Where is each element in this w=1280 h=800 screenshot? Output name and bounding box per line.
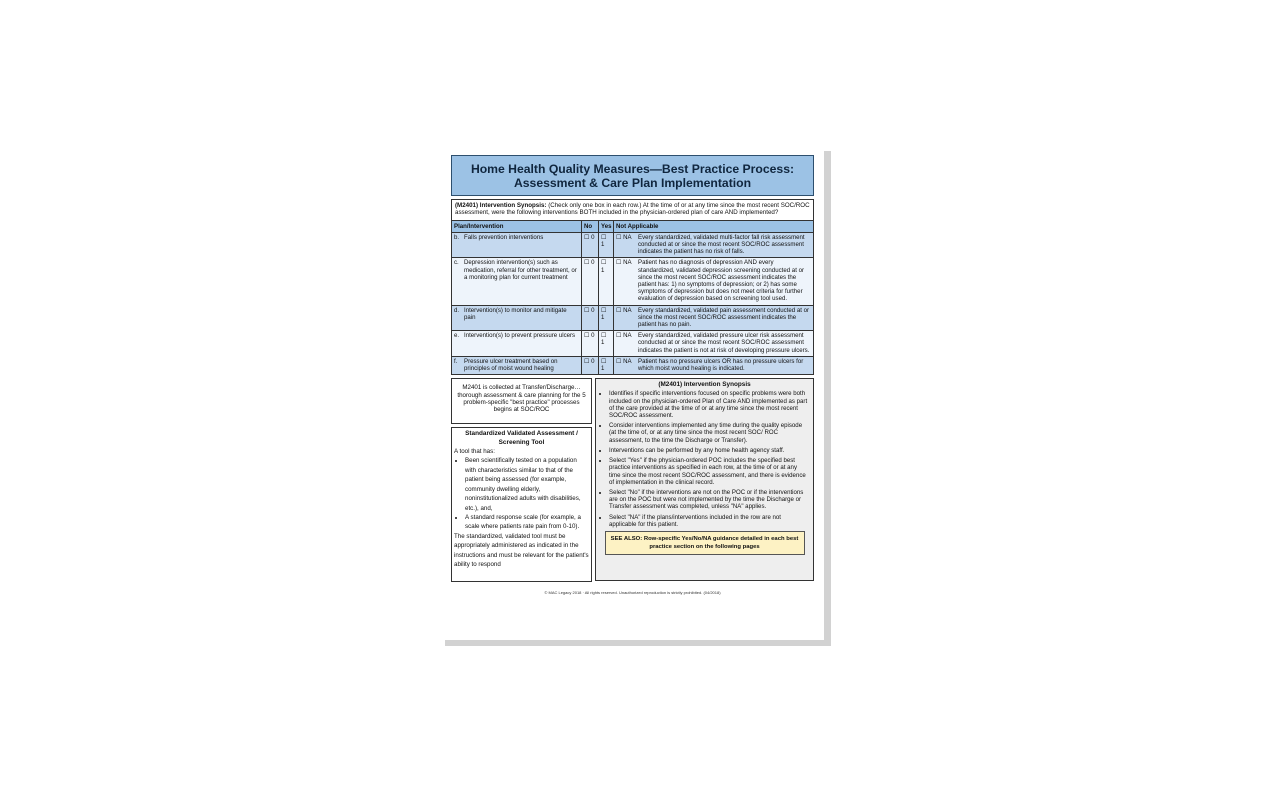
row-letter: c. — [454, 259, 459, 267]
header-plan: Plan/Intervention — [452, 220, 582, 232]
plan-cell — [452, 258, 582, 305]
table-row — [452, 258, 814, 305]
table-row — [452, 356, 814, 374]
tool-intro: A tool that has: — [454, 448, 495, 456]
no-checkbox[interactable]: ☐ 0 — [582, 356, 599, 374]
na-checkbox[interactable]: ☐ NA — [616, 306, 632, 314]
synopsis-bullet: • Consider interventions implemented any time during the quality episode (at the time of, or at any time since the most recent SOC/ ROC assessment, to the time the Discharge or Transfer). — [609, 422, 810, 444]
title-line-1: Home Health Quality Measures—Best Practice Process: — [470, 161, 795, 176]
na-checkbox[interactable]: ☐ NA — [616, 332, 632, 340]
synopsis-bullet: • Select "NA" if the plans/interventions included in the row are not applicable for this patient. — [609, 514, 810, 528]
na-checkbox[interactable]: ☐ NA — [616, 259, 632, 267]
synopsis-bullets — [599, 390, 810, 527]
no-checkbox[interactable]: ☐ 0 — [582, 305, 599, 331]
row-letter: d. — [454, 306, 460, 314]
no-checkbox[interactable]: ☐ 0 — [582, 258, 599, 305]
table-row — [452, 305, 814, 331]
na-checkbox[interactable]: ☐ NA — [616, 233, 632, 241]
synopsis-bullet: • Interventions can be performed by any home health agency staff. — [609, 447, 810, 454]
na-cell — [614, 258, 814, 305]
yes-checkbox[interactable]: ☐ 1 — [599, 356, 614, 374]
header-na: Not Applicable — [614, 220, 814, 232]
see-also-note: SEE ALSO: Row-specific Yes/No/NA guidance detailed in each best practice section on the following pages — [605, 531, 805, 555]
synopsis-text: (Check only one box in each row.) At the time of or at any time since the most recent SOC/ROC assessment, were the following interventions BOTH included in the physician-ordered plan of care AND implemented? — [455, 202, 810, 217]
plan-cell — [452, 232, 582, 258]
plan-cell — [452, 356, 582, 374]
yes-checkbox[interactable]: ☐ 1 — [599, 258, 614, 305]
screening-tool-box — [451, 427, 592, 582]
synopsis-instructions — [451, 199, 814, 220]
na-cell — [614, 305, 814, 331]
plan-text: Depression intervention(s) such as medication, referral for other treatment, or a monitoring plan for current treatment — [464, 259, 577, 281]
plan-text: Falls prevention interventions — [464, 233, 544, 241]
no-checkbox[interactable]: ☐ 0 — [582, 232, 599, 258]
tool-heading: Standardized Validated Assessment / Screening Tool — [465, 430, 578, 446]
intervention-synopsis-box — [595, 378, 814, 581]
na-description: Every standardized, validated pain assessment conducted at or since the most recent SOC/ROC assessment indicates the patient has no pain. — [638, 306, 810, 329]
tool-bullets — [454, 456, 589, 531]
left-column — [451, 378, 592, 582]
header-no: No — [582, 220, 599, 232]
tool-closing: The standardized, validated tool must be appropriately administered as indicated in the instructions and must be relevant for the patient's ability to respond — [454, 532, 589, 568]
collected-note: M2401 is collected at Transfer/Discharge… thorough assessment & care planning for the 5 problem-specific "best practice" processes begins at SOC/ROC — [451, 378, 592, 424]
synopsis-bullet: • Identifies if specific interventions focused on specific problems were both included on the physician-ordered Plan of Care AND implemented as part of the care provided at the time of or at any time since the most recent SOC/ROC assessment. — [609, 390, 810, 419]
synopsis-label: (M2401) Intervention Synopsis: — [455, 202, 547, 209]
title-line-2: Assessment & Care Plan Implementation — [513, 175, 752, 190]
na-description: Every standardized, validated pressure ulcer risk assessment conducted at or since the most recent SOC/ROC assessment indicates the patient is not at risk of developing pressure ulcers. — [638, 332, 810, 354]
plan-text: Intervention(s) to monitor and mitigate pain — [464, 306, 567, 321]
intervention-table — [451, 220, 814, 375]
row-letter: f. — [454, 357, 458, 365]
na-description: Every standardized, validated multi-factor fall risk assessment conducted at or since the most recent SOC/ROC assessment indicates the patient has no risk of falls. — [638, 233, 805, 256]
yes-checkbox[interactable]: ☐ 1 — [599, 331, 614, 357]
na-cell — [614, 356, 814, 374]
plan-cell — [452, 331, 582, 357]
plan-cell — [452, 305, 582, 331]
tool-bullet: • A standard response scale (for example, a scale where patients rate pain from 0-10). — [465, 513, 589, 532]
table-row — [452, 331, 814, 357]
copyright-footer: © MAC Legacy 2018 · All rights reserved. Unauthorized reproduction is strictly prohibited. (04/2018) — [544, 590, 721, 596]
row-letter: e. — [454, 332, 460, 340]
header-yes: Yes — [599, 220, 614, 232]
plan-text: Intervention(s) to prevent pressure ulcers — [464, 332, 576, 340]
na-cell — [614, 331, 814, 357]
na-cell — [614, 232, 814, 258]
tool-bullet: • Been scientifically tested on a population with characteristics similar to that of the patient being assessed (for example, community dwelling elderly, noninstitutionalized adults with disabilities, etc.), and, — [465, 456, 589, 512]
row-letter: b. — [454, 233, 460, 241]
synopsis-bullet: • Select "Yes" if the physician-ordered POC includes the specified best practice interventions as specified in each row, at the time of or at any time since the most recent SOC/ROC assessment, and there is evidence of implementation in the clinical record. — [609, 457, 810, 486]
document-title — [451, 155, 814, 196]
yes-checkbox[interactable]: ☐ 1 — [599, 232, 614, 258]
plan-text: Pressure ulcer treatment based on principles of moist wound healing — [464, 357, 558, 373]
na-description: Patient has no diagnosis of depression AND every standardized, validated depression screening conducted at or since the most recent SOC/ROC assessment indicates the patient has: 1) no symptoms of depression; or 2) has some symptoms of depression but does not meet criteria for further evaluation of depression based on screening tool used. — [638, 259, 804, 303]
document-page — [445, 151, 824, 640]
na-description: Patient has no pressure ulcers OR has no pressure ulcers for which moist wound healing is indicated. — [638, 357, 804, 373]
synopsis-heading: (M2401) Intervention Synopsis — [658, 381, 751, 389]
no-checkbox[interactable]: ☐ 0 — [582, 331, 599, 357]
table-row — [452, 232, 814, 258]
na-checkbox[interactable]: ☐ NA — [616, 357, 632, 365]
synopsis-bullet: • Select "No" if the interventions are not on the POC or if the interventions are on the POC but were not implemented by the time the Discharge or Transfer assessment was completed, unless "NA" applies. — [609, 489, 810, 511]
bottom-section — [451, 378, 814, 582]
yes-checkbox[interactable]: ☐ 1 — [599, 305, 614, 331]
